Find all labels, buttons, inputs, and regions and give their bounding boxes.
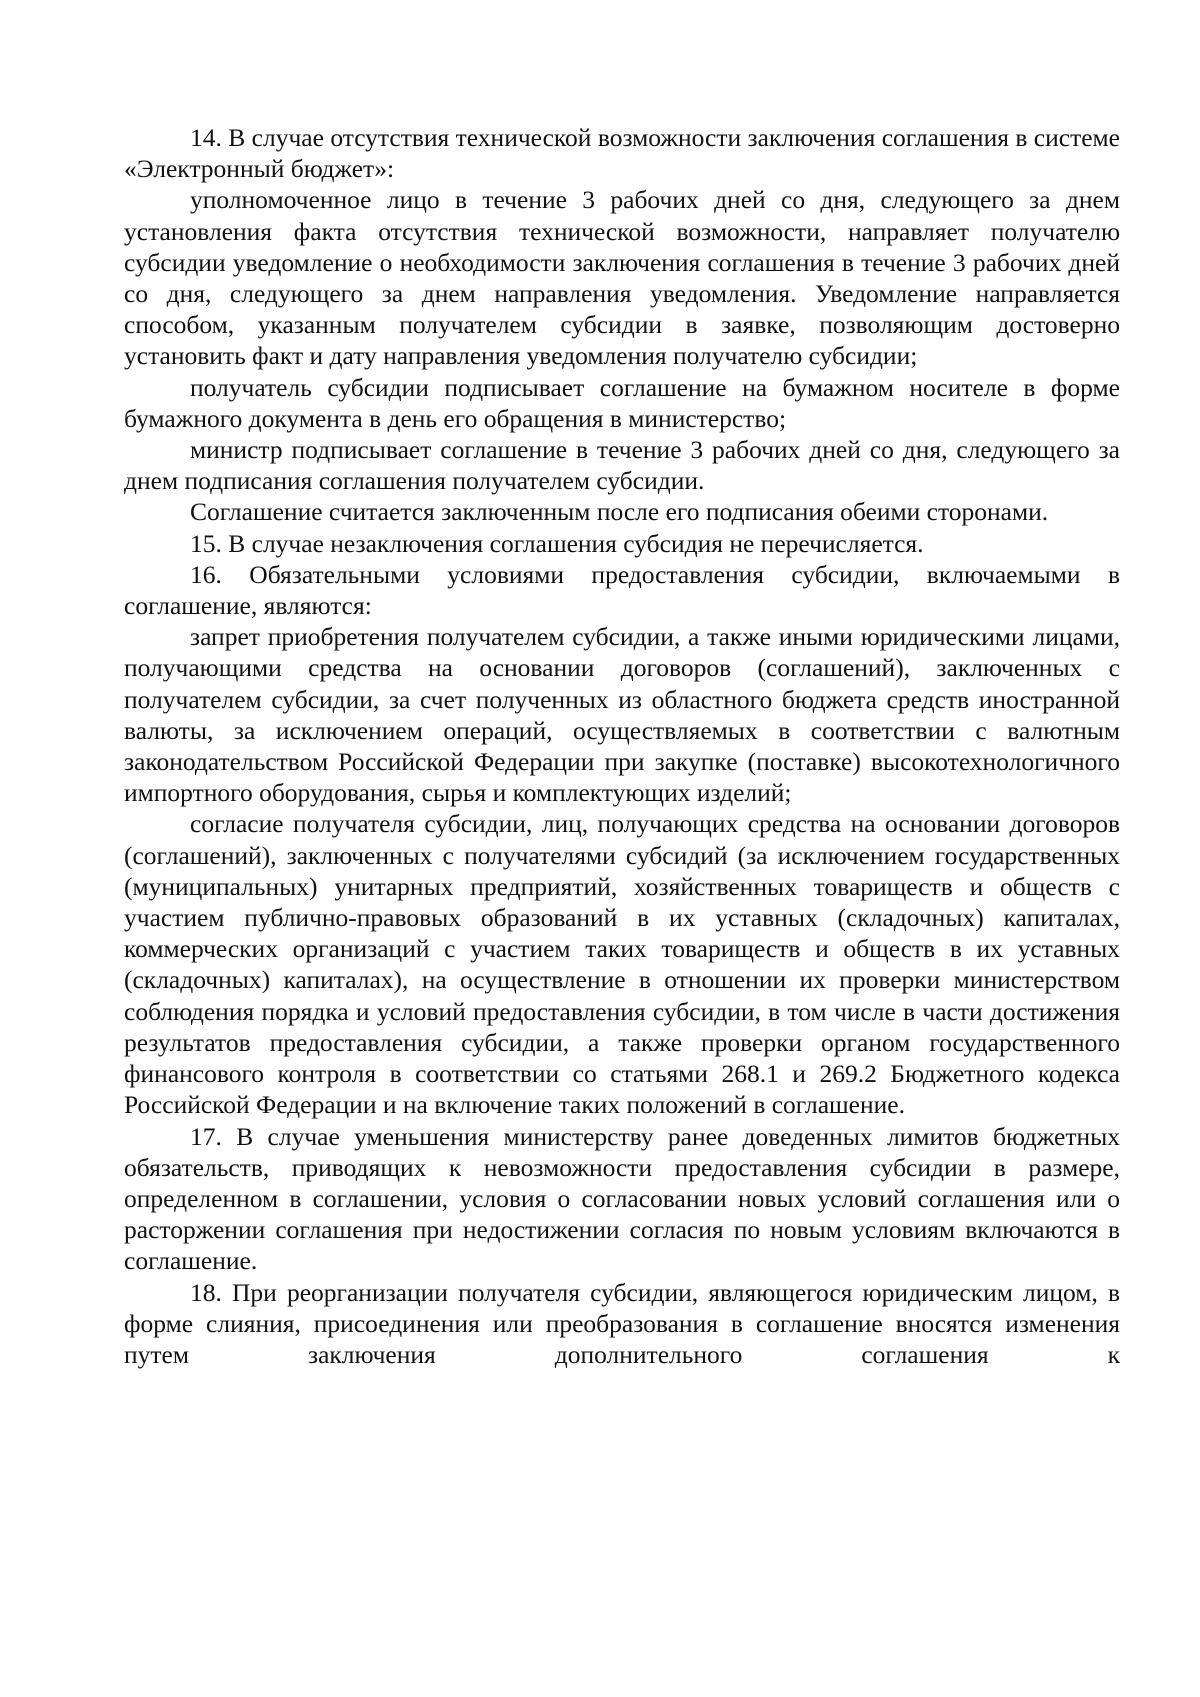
paragraph-14: 14. В случае отсутствия технической возможности заключения соглашения в системе «Электронный бюджет»: xyxy=(124,123,1120,184)
paragraph-16: 16. Обязательными условиями предоставления субсидии, включаемыми в соглашение, являются: xyxy=(124,559,1120,621)
document-body xyxy=(124,122,1120,1370)
paragraph-notice-procedure: уполномоченное лицо в течение 3 рабочих дней со дня, следующего за днем установления факта отсутствия технической возможности, направляет получателю субсидии уведомление о необходимости заключения соглашения в течение 3 рабочих дней со дня, следующего за днем направления уведомления. Уведомление направляется способом, указанным получателем субсидии в заявке, позволяющим достоверно установить факт и дату направления уведомления получателю субсидии; xyxy=(124,185,1120,371)
paragraph-agreement-concluded: Соглашение считается заключенным после его подписания обеими сторонами. xyxy=(190,497,1049,527)
paragraph-18: 18. При реорганизации получателя субсидии, являющегося юридическим лицом, в форме слияния, присоединения или преобразования в соглашение вносятся изменения путем заключения дополнительного соглашения к xyxy=(124,1277,1120,1369)
paragraph-17: 17. В случае уменьшения министерству ранее доведенных лимитов бюджетных обязательств, приводящих к невозможности предоставления субсидии в размере, определенном в соглашении, условия о согласовании новых условий соглашения или о расторжении соглашения при недостижении согласия по новым условиям включаются в соглашение. xyxy=(124,1121,1120,1276)
paragraph-recipient-signs: получатель субсидии подписывает соглашение на бумажном носителе в форме бумажного документа в день его обращения в министерство; xyxy=(124,372,1120,433)
paragraph-currency-ban: запрет приобретения получателем субсидии, а также иными юридическими лицами, получающими средства на основании договоров (соглашений), заключенных с получателем субсидии, за счет полученных из областного бюджета средств иностранной валюты, за исключением операций, осуществляемых в соответствии с валютным законодательством Российской Федерации при закупке (поставке) высокотехнологичного импортного оборудования, сырья и комплектующих изделий; xyxy=(124,622,1120,808)
paragraph-minister-signs: министр подписывает соглашение в течение 3 рабочих дней со дня, следующего за днем подписания соглашения получателем субсидии. xyxy=(124,435,1120,496)
paragraph-15: 15. В случае незаключения соглашения субсидия не перечисляется. xyxy=(190,528,924,558)
paragraph-inspection-consent: согласие получателя субсидии, лиц, получающих средства на основании договоров (соглашений), заключенных с получателями субсидий (за исключением государственных (муниципальных) унитарных предприятий, хозяйственных товариществ и обществ с участием публично-правовых образований в их уставных (складочных) капиталах, коммерческих организаций с участием таких товариществ и обществ в их уставных (складочных) капиталах), на осуществление в отношении их проверки министерством соблюдения порядка и условий предоставления субсидии, в том числе в части достижения результатов предоставления субсидии, а также проверки органом государственного финансового контроля в соответствии со статьями 268.1 и 269.2 Бюджетного кодекса Российской Федерации и на включение таких положений в соглашение. xyxy=(124,809,1120,1120)
